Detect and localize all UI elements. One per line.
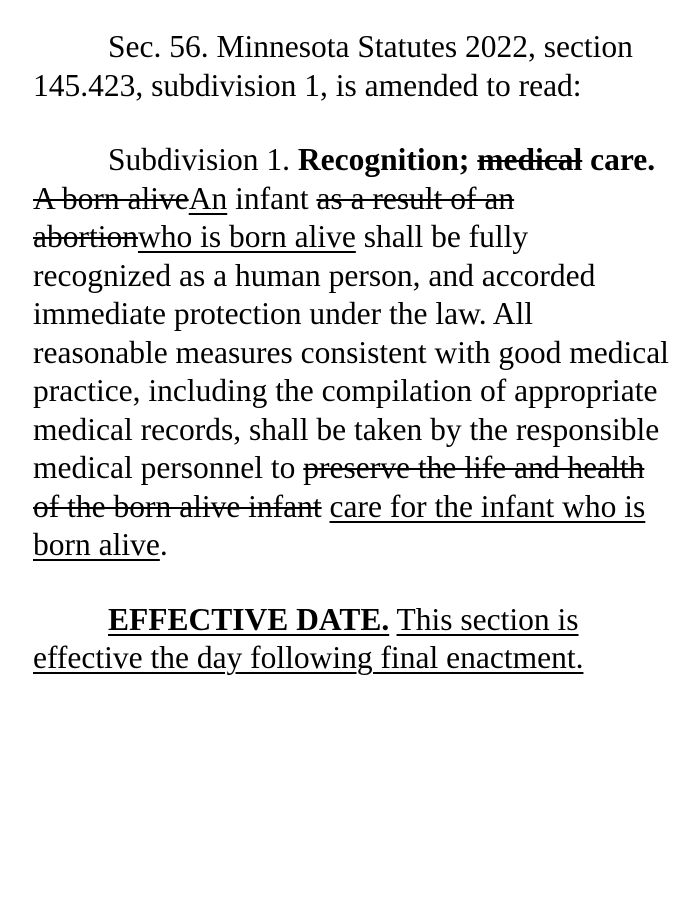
section-heading-text: Sec. 56. Minnesota Statutes 2022, section 145.423, subdivision 1, is amended to read: <box>33 29 633 103</box>
inserted-text-3: care for the infant who is born alive <box>33 488 646 562</box>
subdivision-title-rest: care. <box>590 142 656 177</box>
struck-text-3: preserve the life and health of the born alive infant <box>33 450 645 524</box>
inserted-text-1: An <box>188 180 228 216</box>
struck-text-2: as a result of an abortion <box>33 180 515 254</box>
effective-date-text: This section is effective the day following final enactment. <box>33 601 584 675</box>
section-heading <box>33 28 669 105</box>
plain-text-2: shall be fully recognized as a human person, and accorded immediate protection under the law. All reasonable measures consistent with good medical practice, including the compilation of appropriate medical records, shall be taken by the responsible medical personnel to <box>33 219 669 485</box>
subdivision-number: Subdivision 1. <box>108 142 291 177</box>
effective-date-paragraph <box>33 601 669 678</box>
statute-document <box>33 28 669 678</box>
subdivision-paragraph <box>33 141 669 565</box>
inserted-text-2: who is born alive <box>137 219 356 254</box>
subdivision-title: Recognition; <box>297 142 470 177</box>
effective-date-label: EFFECTIVE DATE. <box>108 601 390 637</box>
plain-text-1: infant <box>235 180 309 216</box>
end-punctuation: . <box>159 527 168 562</box>
struck-text-1: A born alive <box>33 180 189 216</box>
struck-title-word: medical <box>477 142 583 177</box>
